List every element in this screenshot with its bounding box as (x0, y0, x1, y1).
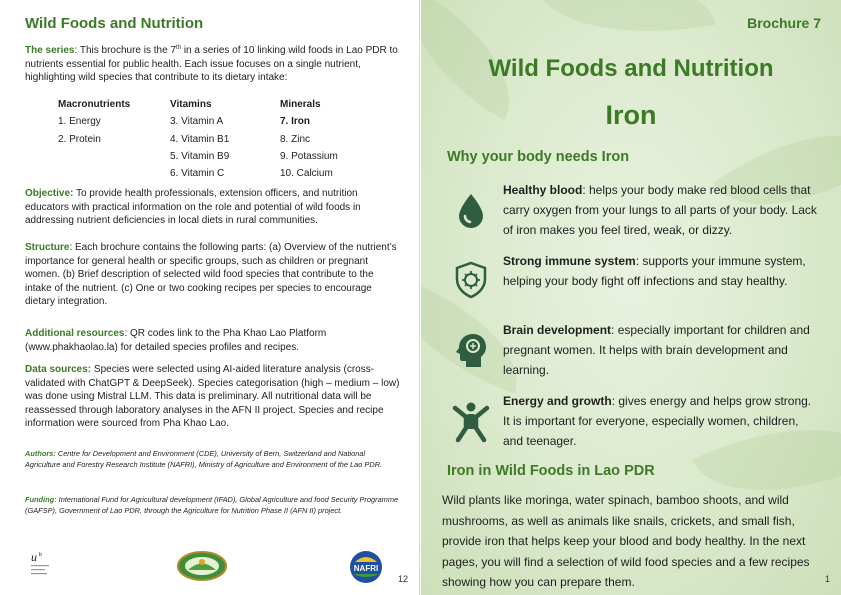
blood-drop-icon (451, 190, 491, 230)
left-page (0, 0, 420, 595)
benefit-text: : supports your immune system, helping your body fight off infections and stay healthy. (503, 254, 806, 288)
table-cell: 4. Vitamin B1 (170, 133, 230, 145)
authors-text: Centre for Development and Environment (CDE), University of Bern, Switzerland and National Agriculture and Forestry Research Institute (NAFRI), Ministry of Agriculture and Environment of the Lao PDR. (25, 449, 383, 469)
datasources-paragraph (25, 363, 400, 431)
resources-label: Additional resources (25, 328, 125, 339)
objective-text: To provide health professionals, extension officers, and nutrition educators with practical information on the role and potential of wild foods in addressing nutrient deficiencies in local diets in rural communities. (25, 188, 361, 226)
series-text: : This brochure is the 7 (74, 45, 177, 56)
svg-text:u: u (31, 550, 37, 564)
structure-paragraph (25, 241, 400, 309)
left-page-title: Wild Foods and Nutrition (25, 15, 204, 32)
funding-paragraph (25, 494, 400, 516)
table-cell: 10. Calcium (280, 168, 333, 180)
head-brain-icon (451, 330, 491, 370)
active-person-icon (451, 400, 491, 440)
vitamins-header: Vitamins (170, 99, 212, 110)
series-text-cont: in a series of 10 linking wild foods in Lao PDR to nutrients essential for public health. Each issue focuses on a single nutrient, highlighting wild species that contribute to its dietary intake: (25, 45, 398, 83)
table-cell: 3. Vitamin A (170, 116, 224, 128)
why-heading: Why your body needs Iron (447, 149, 630, 165)
datasources-label: Data sources: (25, 364, 92, 375)
table-cell: 5. Vitamin B9 (170, 150, 230, 162)
u-bern-logo (30, 550, 64, 580)
benefit-immune-system (503, 251, 821, 291)
resources-text: : QR codes link to the Pha Khao Lao Platform (www.phakhaolao.la) for detailed species profiles and recipes. (25, 328, 327, 353)
right-page (421, 0, 841, 595)
nafri-logo (349, 550, 383, 584)
minerals-column (280, 96, 400, 182)
benefit-label: Strong immune system (503, 254, 636, 268)
shield-virus-icon (451, 260, 491, 300)
structure-label: Structure (25, 242, 70, 253)
right-page-number: 1 (825, 574, 831, 584)
benefit-label: Healthy blood (503, 183, 583, 197)
minerals-header: Minerals (280, 99, 321, 110)
structure-text: : Each brochure contains the following parts: (a) Overview of the nutrient’s importance for general health or specific groups, such as children or pregnant women. (b) Brief description of selected wild food species that contribute to the intake of the nutrient. (c) One or two cooking recipes per species to encourage dietary integration. (25, 242, 397, 307)
series-paragraph (25, 44, 400, 85)
table-cell: 6. Vitamin C (170, 168, 225, 180)
benefit-healthy-blood (503, 180, 821, 240)
benefit-label: Energy and growth (503, 394, 612, 408)
macronutrients-column (58, 96, 178, 148)
funding-text: International Fund for Agricultural development (IFAD), Global Agriculture and food Security Programme (GAFSP), Government of Lao PDR, through the Agriculture for Nutrition Phase II (AFN II) project. (25, 495, 399, 515)
funding-label: Funding: (25, 495, 57, 504)
left-page-number: 12 (398, 574, 409, 584)
table-cell: 2. Protein (58, 133, 101, 145)
benefit-brain-development (503, 320, 821, 380)
objective-label: Objective: (25, 188, 74, 199)
right-page-title: Wild Foods and Nutrition (488, 55, 774, 82)
benefit-energy-growth (503, 391, 821, 451)
nutrient-title: Iron (605, 100, 657, 130)
benefit-text: : gives energy and helps grow strong. It is important for everyone, especially women, children, and teenager. (503, 394, 812, 448)
objective-paragraph (25, 187, 400, 228)
table-cell: 1. Energy (58, 116, 101, 128)
svg-text:b: b (39, 552, 42, 558)
table-cell-current: 7. Iron (280, 116, 311, 128)
resources-paragraph (25, 327, 400, 354)
benefit-text: : especially important for children and pregnant women. It helps with brain development and learning. (503, 323, 810, 377)
ministry-seal-logo (176, 551, 228, 581)
macronutrients-header: Macronutrients (58, 99, 131, 110)
vitamins-column (170, 96, 290, 182)
series-label: The series (25, 45, 75, 56)
authors-paragraph (25, 448, 400, 470)
series-superscript: th (176, 45, 182, 51)
iron-heading: Iron in Wild Foods in Lao PDR (447, 463, 655, 479)
nafri-logo-text: NAFRI (353, 564, 379, 573)
benefit-label: Brain development (503, 323, 612, 337)
background-leaf (536, 0, 716, 54)
table-cell: 9. Potassium (280, 150, 338, 162)
benefit-text: : helps your body make red blood cells that carry oxygen from your lungs to all parts of your body. Lack of iron makes you feel tired, weak, or dizzy. (503, 183, 817, 237)
iron-paragraph: Wild plants like moringa, water spinach, bamboo shoots, and wild mushrooms, as well as animals like snails, crickets, and small fish, provide iron that helps keep your blood and body healthy. In the next pages, you will find a selection of wild food species and a few recipes showing how you can prepare them. (442, 493, 810, 589)
brochure-label: Brochure 7 (747, 15, 821, 31)
authors-label: Authors: (25, 449, 56, 458)
table-cell: 8. Zinc (280, 133, 311, 145)
datasources-text: Species were selected using AI-aided literature analysis (cross-validated with ChatGPT & DeepSeek). Species categorisation (high – medium – low) was done using Mistral LLM. This data is preliminary. All nutritional data will be reassessed through laboratory analyses in the AFN II project. Species and recipe information were sourced from Pha Khao Lao. (25, 364, 400, 429)
